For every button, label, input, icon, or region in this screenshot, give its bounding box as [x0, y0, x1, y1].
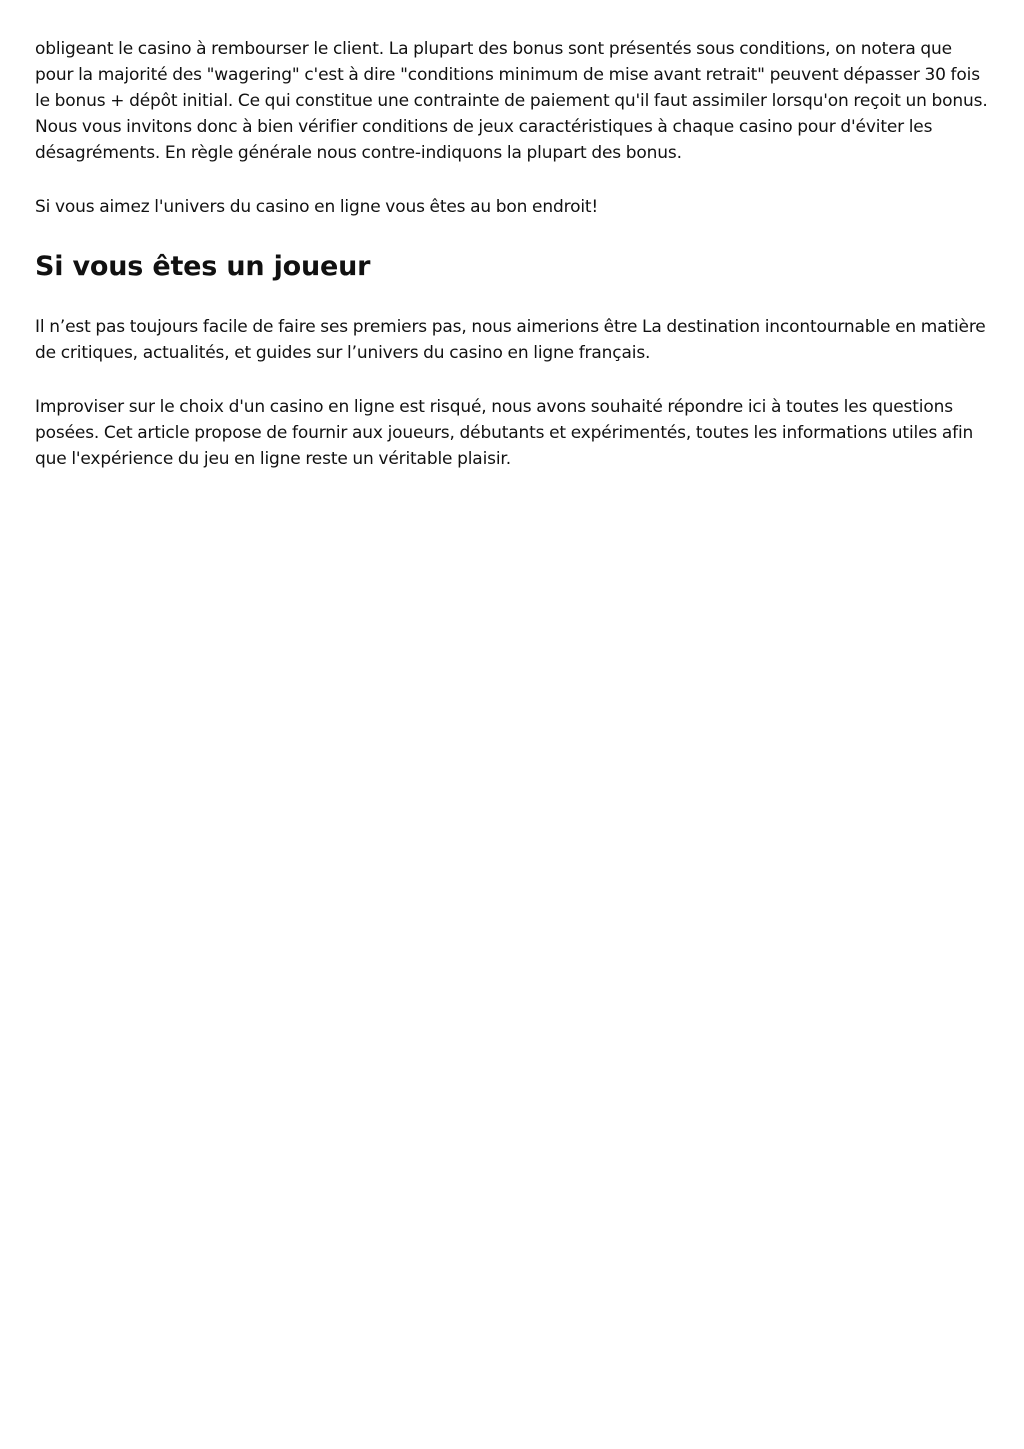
paragraph-choix-casino: Improviser sur le choix d'un casino en ligne est risqué, nous avons souhaité répondre ici à toutes les questions posées. Cet article propose de fournir aux joueurs, débutants et expérimentés, toutes les informations utiles afin que l'expérience du jeu en ligne reste un véritable plaisir.	[35, 397, 974, 469]
paragraph-premiers-pas: Il n’est pas toujours facile de faire ses premiers pas, nous aimerions être La destination incontournable en matière de critiques, actualités, et guides sur l’univers du casino en ligne français.	[35, 317, 986, 363]
paragraph-bonus-conditions: obligeant le casino à rembourser le client. La plupart des bonus sont présentés sous conditions, on notera que pour la majorité des "wagering" c'est à dire "conditions minimum de mise avant retrait" peuvent dépasser 30 fois le bonus + dépôt initial. Ce qui constitue une contrainte de paiement qu'il faut assimiler lorsqu'on reçoit un bonus. Nous vous invitons donc à bien vérifier conditions de jeux caractéristiques à chaque casino pour d'éviter les désagréments. En règle générale nous contre-indiquons la plupart des bonus.	[35, 39, 988, 163]
document-page	[35, 36, 995, 472]
paragraph-univers-casino: Si vous aimez l'univers du casino en ligne vous êtes au bon endroit!	[35, 197, 599, 217]
section-heading: Si vous êtes un joueur	[35, 251, 371, 282]
